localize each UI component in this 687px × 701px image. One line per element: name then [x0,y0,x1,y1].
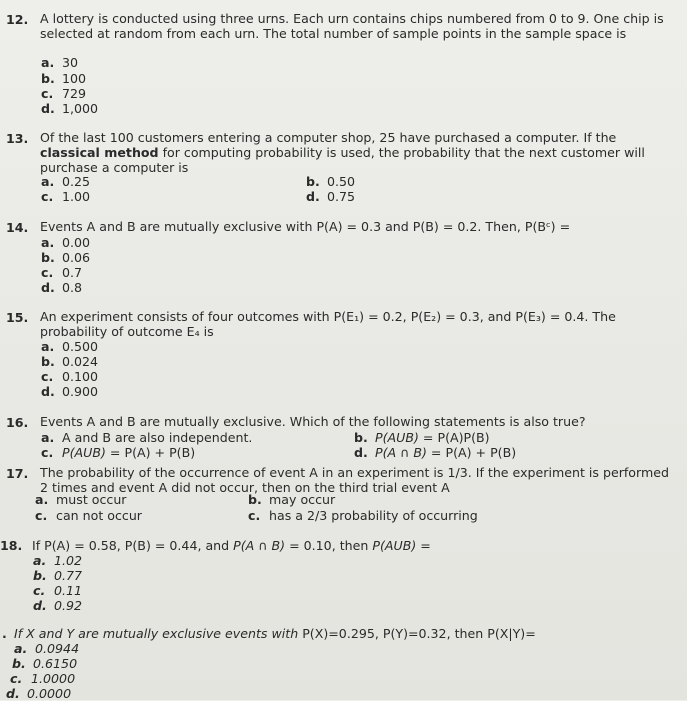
option-a: a. 0.500 [41,339,99,354]
question-number: 13. [6,131,29,146]
option-d: d. 0.8 [41,280,83,295]
option-a: a. must occur [35,492,127,507]
option-a: a. 0.25 [41,174,91,189]
question-number: 12. [6,12,29,27]
option-a: a. 0.00 [41,235,91,250]
option-d: d. 0.0000 [6,686,72,701]
question-stem: Events A and B are mutually exclusive with P(A) = 0.3 and P(B) = 0.2. Then, P(Bᶜ) = [40,219,571,234]
option-d: d. 0.92 [33,598,83,613]
question-stem: If X and Y are mutually exclusive events with P(X)=0.295, P(Y)=0.32, then P(X|Y)= [14,626,536,641]
question-stem: Of the last 100 customers entering a computer shop, 25 have purchased a computer. If the classical method for computing probability is used, the probability that the next customer will purchase a computer is [40,130,645,175]
option-b: b. may occur [248,492,336,507]
option-c: c. P(AUB) = P(A) + P(B) [41,445,196,460]
option-b: b. 0.50 [306,174,356,189]
question-stem: An experiment consists of four outcomes with P(E₁) = 0.2, P(E₂) = 0.3, and P(E₃) = 0.4. The probability of outcome E₄ is [40,309,616,339]
option-a: a. A and B are also independent. [41,430,253,445]
option-b: b. 0.77 [33,568,83,583]
option-c: c. 1.00 [41,189,91,204]
question-number: 15. [6,310,29,325]
option-c2: c. has a 2/3 probability of occurring [248,508,478,523]
question-number: 17. [6,466,29,481]
option-b: b. 100 [41,71,87,86]
option-a: a. 30 [41,55,79,70]
option-d: d. 1,000 [41,101,99,116]
option-a: a. 1.02 [33,553,83,568]
question-stem: If P(A) = 0.58, P(B) = 0.44, and P(A ∩ B) = 0.10, then P(AUB) = [32,538,431,553]
option-b: b. 0.024 [41,354,99,369]
question-stem: The probability of the occurrence of event A in an experiment is 1/3. If the experiment is performed 2 times and event A did not occur, then on the third trial event A [40,465,669,495]
option-c: c. 0.7 [41,265,83,280]
question-number: 14. [6,220,29,235]
question-number: 18. [0,538,23,553]
question-number: . [2,626,7,641]
option-c: c. 729 [41,86,87,101]
option-b: b. 0.6150 [12,656,78,671]
option-c: c. 0.100 [41,369,99,384]
question-stem: A lottery is conducted using three urns. Each urn contains chips numbered from 0 to 9. One chip is selected at random from each urn. The total number of sample points in the sample space is [40,11,664,41]
question-number: 16. [6,415,29,430]
option-c: c. can not occur [35,508,142,523]
option-b: b. P(AUB) = P(A)P(B) [354,430,490,445]
option-d: d. 0.75 [306,189,356,204]
option-c: c. 1.0000 [10,671,76,686]
question-stem: Events A and B are mutually exclusive. Which of the following statements is also true? [40,414,586,429]
option-a: a. 0.0944 [14,641,80,656]
option-b: b. 0.06 [41,250,91,265]
option-c: c. 0.11 [33,583,83,598]
option-d: d. 0.900 [41,384,99,399]
option-d: d. P(A ∩ B) = P(A) + P(B) [354,445,517,460]
